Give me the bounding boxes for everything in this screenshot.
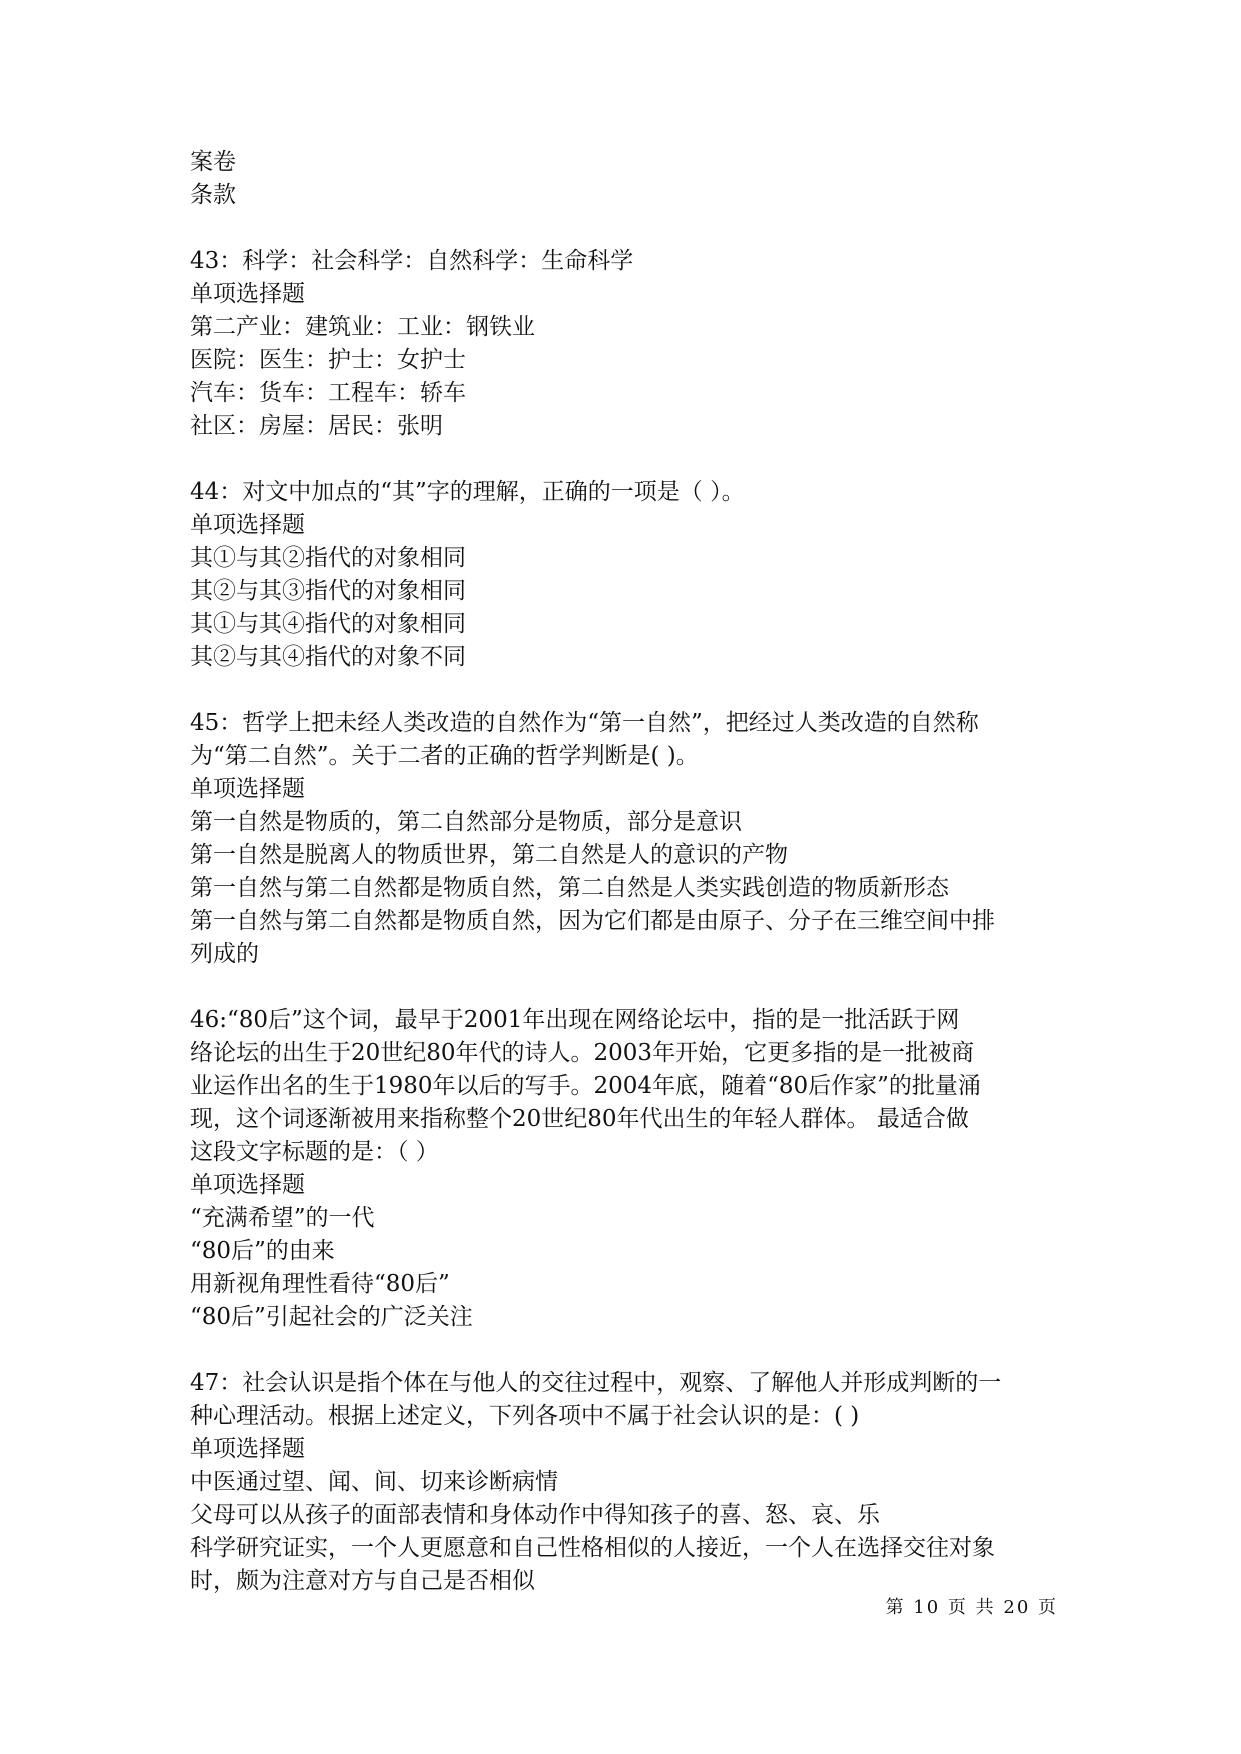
question-stem: 47：社会认识是指个体在与他人的交往过程中，观察、了解他人并形成判断的一 bbox=[190, 1370, 1002, 1396]
question-option: 第一自然是脱离人的物质世界，第二自然是人的意识的产物 bbox=[190, 842, 788, 868]
spacer bbox=[190, 971, 1060, 1004]
question-option: 第一自然与第二自然都是物质自然，第二自然是人类实践创造的物质新形态 bbox=[190, 875, 949, 901]
question-stem: 业运作出名的生于1980年以后的写手。2004年底，随着“80后作家”的批量涌 bbox=[190, 1073, 981, 1099]
question-stem: 45：哲学上把未经人类改造的自然作为“第一自然”，把经过人类改造的自然称 bbox=[190, 710, 979, 736]
spacer bbox=[190, 443, 1060, 476]
question-option: 科学研究证实，一个人更愿意和自己性格相似的人接近，一个人在选择交往对象 时，颇为注意对方与自己是否相似 bbox=[190, 1535, 995, 1594]
spacer bbox=[190, 1334, 1060, 1367]
question-stem: 44：对文中加点的“其”字的理解，正确的一项是（ ）。 bbox=[190, 479, 745, 505]
question-type: 单项选择题 bbox=[190, 512, 305, 538]
question-stem: 为“第二自然”。关于二者的正确的哲学判断是( )。 bbox=[190, 743, 699, 769]
question-option: 第二产业：建筑业：工业：钢铁业 bbox=[190, 314, 535, 340]
question-option: 第一自然是物质的，第二自然部分是物质，部分是意识 bbox=[190, 809, 742, 835]
question-option: “充满希望”的一代 bbox=[190, 1205, 375, 1231]
question-type: 单项选择题 bbox=[190, 1172, 305, 1198]
question-44 bbox=[190, 476, 1060, 674]
page-content bbox=[190, 146, 1060, 1598]
question-stem: 络论坛的出生于20世纪80年代的诗人。2003年开始，它更多指的是一批被商 bbox=[190, 1040, 975, 1066]
question-option: 其②与其③指代的对象相同 bbox=[190, 578, 466, 604]
fragment-line: 案卷 bbox=[190, 149, 236, 175]
question-option: “80后”引起社会的广泛关注 bbox=[190, 1304, 473, 1330]
question-option: 医院：医生：护士：女护士 bbox=[190, 347, 466, 373]
question-option: 父母可以从孩子的面部表情和身体动作中得知孩子的喜、怒、哀、乐 bbox=[190, 1502, 880, 1528]
page-number: 第 10 页 共 20 页 bbox=[885, 1597, 1058, 1618]
question-type: 单项选择题 bbox=[190, 1436, 305, 1462]
question-43 bbox=[190, 245, 1060, 443]
question-stem: 这段文字标题的是：（ ） bbox=[190, 1139, 439, 1165]
question-type: 单项选择题 bbox=[190, 281, 305, 307]
question-stem: 43：科学：社会科学：自然科学：生命科学 bbox=[190, 248, 634, 274]
question-46 bbox=[190, 1004, 1060, 1334]
question-option: 其②与其④指代的对象不同 bbox=[190, 644, 466, 670]
spacer bbox=[190, 674, 1060, 707]
header-fragment bbox=[190, 146, 1060, 212]
question-47 bbox=[190, 1367, 1060, 1598]
question-type: 单项选择题 bbox=[190, 776, 305, 802]
question-stem: 种心理活动。根据上述定义，下列各项中不属于社会认识的是：( ) bbox=[190, 1403, 860, 1429]
question-option: 其①与其②指代的对象相同 bbox=[190, 545, 466, 571]
fragment-line: 条款 bbox=[190, 182, 236, 208]
question-option: 其①与其④指代的对象相同 bbox=[190, 611, 466, 637]
question-stem: 46:“80后”这个词，最早于2001年出现在网络论坛中，指的是一批活跃于网 bbox=[190, 1007, 960, 1033]
question-option: “80后”的由来 bbox=[190, 1238, 335, 1264]
question-option: 中医通过望、闻、间、切来诊断病情 bbox=[190, 1469, 558, 1495]
question-stem: 现，这个词逐渐被用来指称整个20世纪80年代出生的年轻人群体。 最适合做 bbox=[190, 1106, 969, 1132]
spacer bbox=[190, 212, 1060, 245]
question-option: 社区：房屋：居民：张明 bbox=[190, 413, 443, 439]
question-option: 用新视角理性看待“80后” bbox=[190, 1271, 450, 1297]
question-option: 第一自然与第二自然都是物质自然，因为它们都是由原子、分子在三维空间中排 列成的 bbox=[190, 908, 995, 967]
question-45 bbox=[190, 707, 1060, 971]
question-option: 汽车：货车：工程车：轿车 bbox=[190, 380, 466, 406]
